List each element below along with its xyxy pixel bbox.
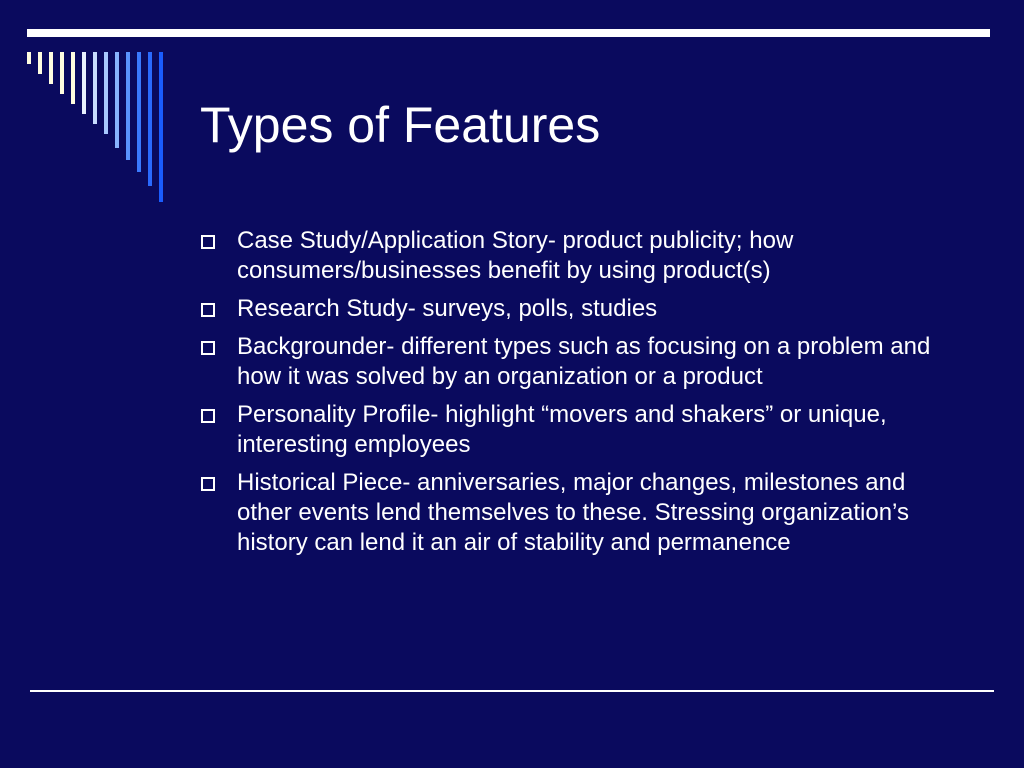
stripe — [71, 52, 75, 104]
bullet-item — [200, 332, 960, 392]
stripe — [60, 52, 64, 94]
bullet-item — [200, 226, 960, 286]
bullet-item — [200, 468, 960, 558]
bullet-text: Backgrounder- different types such as focusing on a problem and how it was solved by an organization or a product — [237, 333, 931, 390]
bullet-text: Research Study- surveys, polls, studies — [237, 295, 658, 322]
stripe — [38, 52, 42, 74]
stripe — [148, 52, 152, 186]
stripe — [104, 52, 108, 134]
hollow-square-icon — [201, 477, 215, 491]
bullet-item — [200, 400, 960, 460]
vertical-stripes-decoration — [0, 0, 180, 220]
stripe — [159, 52, 163, 202]
hollow-square-icon — [201, 409, 215, 423]
bullet-text: Historical Piece- anniversaries, major changes, milestones and other events lend themselves to these. Stressing organization’s history can lend it an air of stability and permanence — [237, 469, 909, 556]
bottom-rule — [30, 690, 994, 692]
hollow-square-icon — [201, 341, 215, 355]
stripe — [137, 52, 141, 172]
stripe — [93, 52, 97, 124]
bullet-text: Case Study/Application Story- product publicity; how consumers/businesses benefit by using product(s) — [237, 227, 794, 284]
stripe — [82, 52, 86, 114]
stripe — [49, 52, 53, 84]
bullet-item — [200, 294, 960, 324]
bullet-list — [200, 226, 960, 566]
stripe — [115, 52, 119, 148]
stripe — [27, 52, 31, 64]
stripe — [126, 52, 130, 160]
slide-title: Types of Features — [200, 97, 601, 153]
hollow-square-icon — [201, 303, 215, 317]
hollow-square-icon — [201, 235, 215, 249]
bullet-text: Personality Profile- highlight “movers and shakers” or unique, interesting employees — [237, 401, 887, 458]
